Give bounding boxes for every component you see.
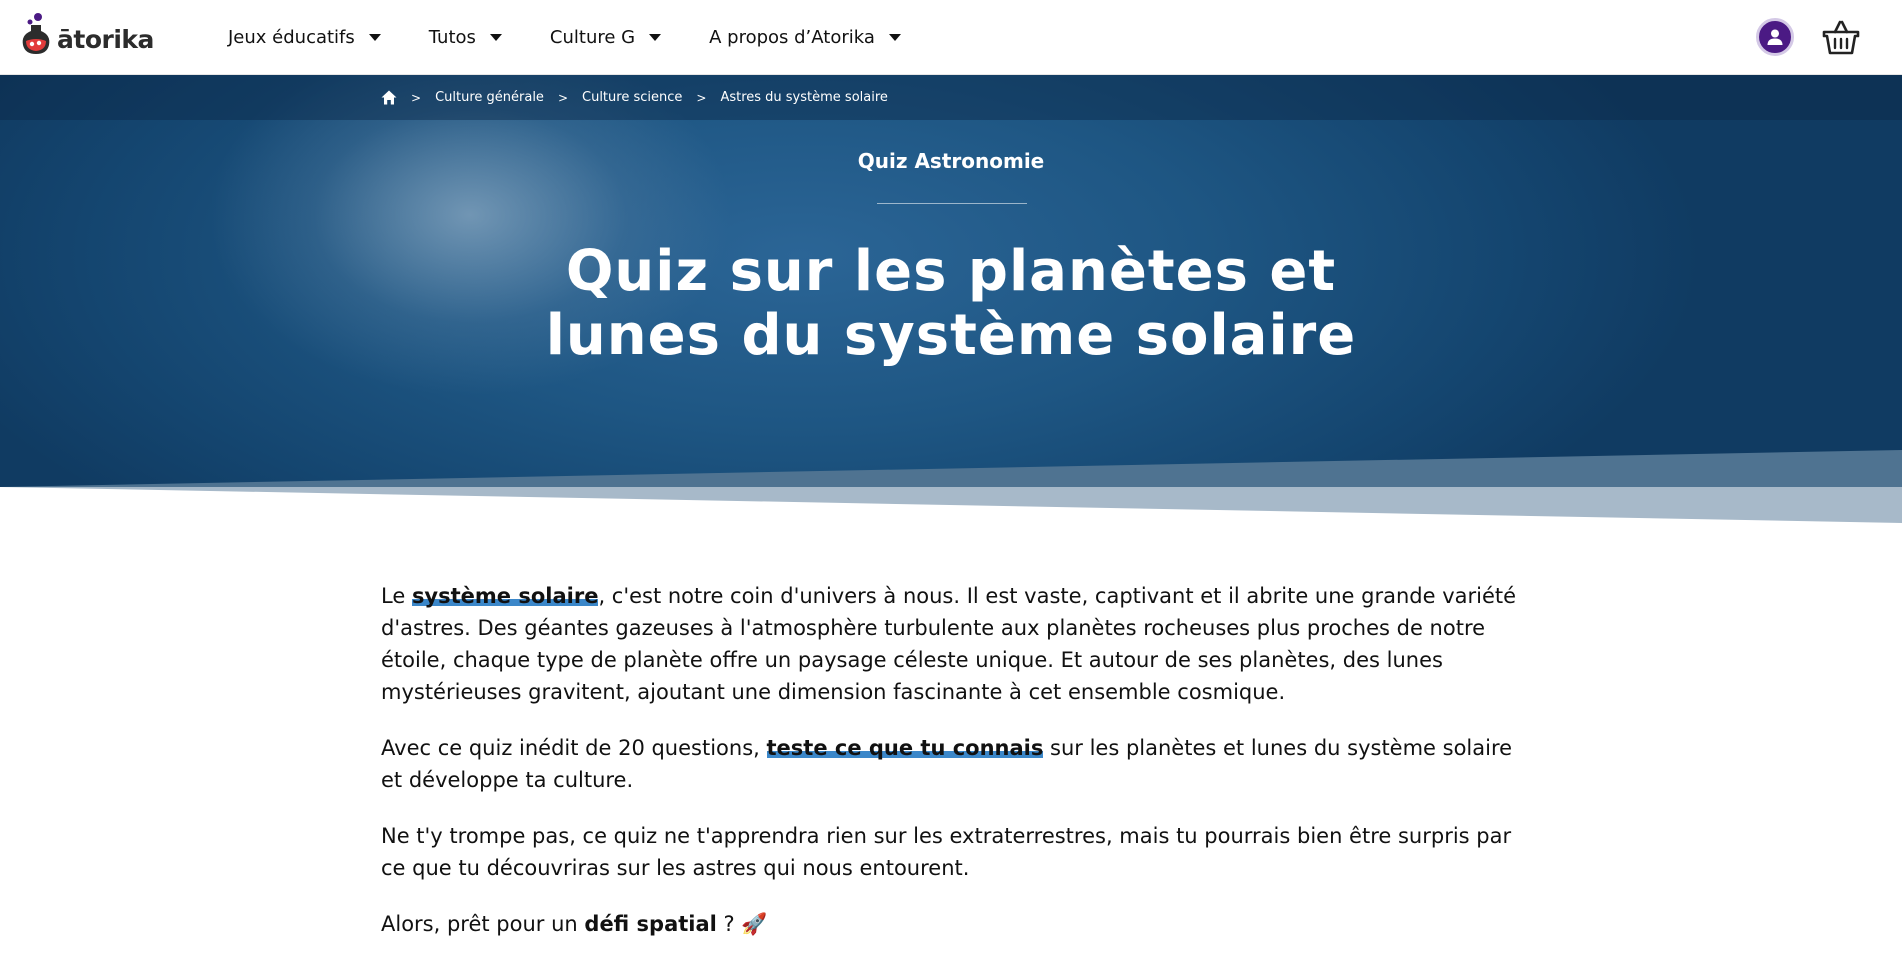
user-account-button[interactable] [1756,18,1794,56]
nav-item-jeux-educatifs[interactable] [228,27,381,48]
nav-item-label: Jeux éducatifs [228,27,355,48]
nav-item-tutos[interactable] [429,27,502,48]
hero-divider [877,203,1027,204]
text-span: Alors, prêt pour un [381,912,585,936]
page-title-line-2: lunes du système solaire [545,303,1357,368]
hero-kicker: Quiz Astronomie [857,149,1045,173]
intro-paragraph-4 [381,908,1521,940]
intro-content [381,580,1521,964]
text-span: Le [381,584,412,608]
breadcrumb-separator: > [696,90,707,105]
highlight-systeme-solaire: système solaire [411,584,599,608]
text-span: Avec ce quiz inédit de 20 questions, [381,736,767,760]
flask-logo-icon [19,13,53,55]
logo[interactable] [19,13,154,55]
caret-down-icon [369,34,381,41]
breadcrumb-current[interactable]: Astres du système solaire [720,90,888,105]
breadcrumb-culture-science[interactable]: Culture science [582,90,683,105]
hero-banner [0,75,1902,487]
breadcrumb-separator: > [557,90,568,105]
nav-item-label: Tutos [428,27,476,48]
site-header [0,0,1902,75]
page-title [451,240,1451,368]
breadcrumb [381,75,888,120]
caret-down-icon [889,34,901,41]
caret-down-icon [649,34,661,41]
logo-text: ātorika [57,24,154,54]
intro-paragraph-2 [381,732,1521,796]
intro-paragraph-1 [381,580,1521,708]
bold-defi-spatial: défi spatial [584,912,717,936]
breadcrumb-bar [0,75,1902,120]
user-icon [1766,28,1784,46]
nav-item-label: Culture G [549,27,636,48]
text-span: sur les planètes et lunes du système solaire et développe ta culture. [381,736,1513,792]
highlight-teste-ce-que-tu-connais: teste ce que tu connais [766,736,1044,760]
breadcrumb-culture-generale[interactable]: Culture générale [435,90,544,105]
home-icon[interactable] [381,90,397,105]
page-title-line-1: Quiz sur les planètes et [565,239,1337,304]
basket-icon[interactable] [1822,18,1860,56]
caret-down-icon [490,34,502,41]
rocket-icon: 🚀 [741,912,768,936]
breadcrumb-separator: > [411,90,422,105]
text-span: , c'est notre coin d'univers à nous. Il est vaste, captivant et il abrite une grande variété d'astres. Des géantes gazeuses à l'atmosphère turbulente aux planètes rocheuses plus proches de notre étoile, chaque type de planète offre un paysage céleste unique. Et autour de ses planètes, des lunes mystérieuses gravitent, ajoutant une dimension fascinante à cet ensemble cosmique. [381,584,1517,704]
intro-paragraph-3: Ne t'y trompe pas, ce quiz ne t'apprendra rien sur les extraterrestres, mais tu pourrais bien être surpris par ce que tu découvriras sur les astres qui nous entourent. [381,824,1512,880]
nav-item-a-propos[interactable] [709,27,901,48]
hero-wave-divider [0,450,1902,525]
main-nav [228,0,949,75]
text-span: ? [716,912,742,936]
nav-item-culture-g[interactable] [550,27,661,48]
nav-item-label: A propos d’Atorika [709,27,875,48]
